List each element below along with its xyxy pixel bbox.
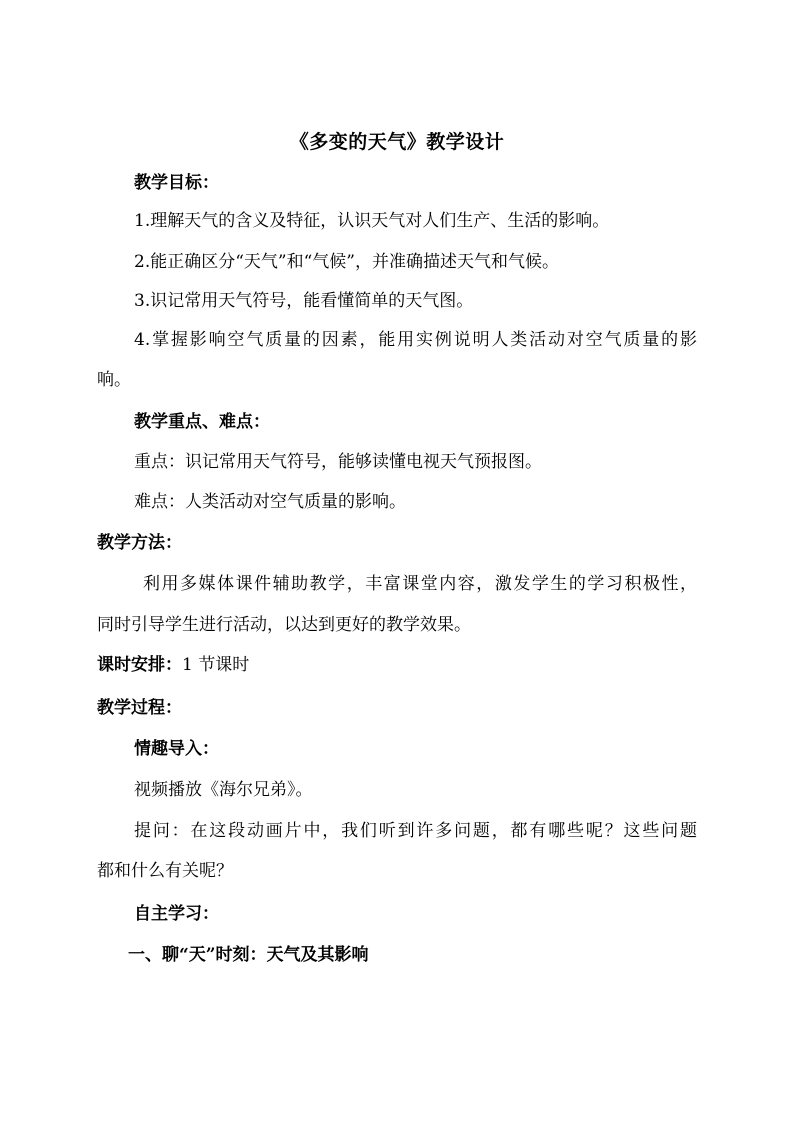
key-points-heading: 教学重点、难点： xyxy=(134,412,270,432)
schedule-row xyxy=(97,654,249,676)
objective-item: 1.理解天气的含义及特征，认识天气对人们生产、生活的影响。 xyxy=(134,211,610,231)
key-point-text: 重点：识记常用天气符号，能够读懂电视天气预报图。 xyxy=(134,452,542,472)
schedule-value: 1 节课时 xyxy=(182,655,250,675)
objective-item-continued: 响。 xyxy=(97,370,131,390)
methods-text-line: 利用多媒体课件辅助教学，丰富课堂内容，激发学生的学习积极性， xyxy=(143,574,697,594)
section-one-heading: 一、聊“天”时刻：天气及其影响 xyxy=(128,945,369,965)
document-title: 《多变的天气》教学设计 xyxy=(289,131,505,153)
self-study-heading: 自主学习： xyxy=(134,904,219,924)
schedule-heading: 课时安排： xyxy=(97,655,182,675)
objectives-heading: 教学目标： xyxy=(134,173,219,193)
process-heading: 教学过程： xyxy=(97,698,182,718)
methods-heading: 教学方法： xyxy=(97,533,182,553)
intro-text: 视频播放《海尔兄弟》。 xyxy=(134,780,313,800)
intro-heading: 情趣导入： xyxy=(134,739,219,759)
question-text-line: 提问：在这段动画片中，我们听到许多问题，都有哪些呢？这些问题 xyxy=(134,821,697,841)
question-text-line: 都和什么有关呢？ xyxy=(97,861,233,881)
objective-item: 4.掌握影响空气质量的因素，能用实例说明人类活动对空气质量的影 xyxy=(134,330,697,350)
methods-text-line: 同时引导学生进行活动，以达到更好的教学效果。 xyxy=(97,615,471,635)
objective-item: 3.识记常用天气符号，能看懂简单的天气图。 xyxy=(134,291,474,311)
difficult-point-text: 难点：人类活动对空气质量的影响。 xyxy=(134,492,406,512)
objective-item: 2.能正确区分“天气”和“气候”，并准确描述天气和气候。 xyxy=(134,252,559,272)
